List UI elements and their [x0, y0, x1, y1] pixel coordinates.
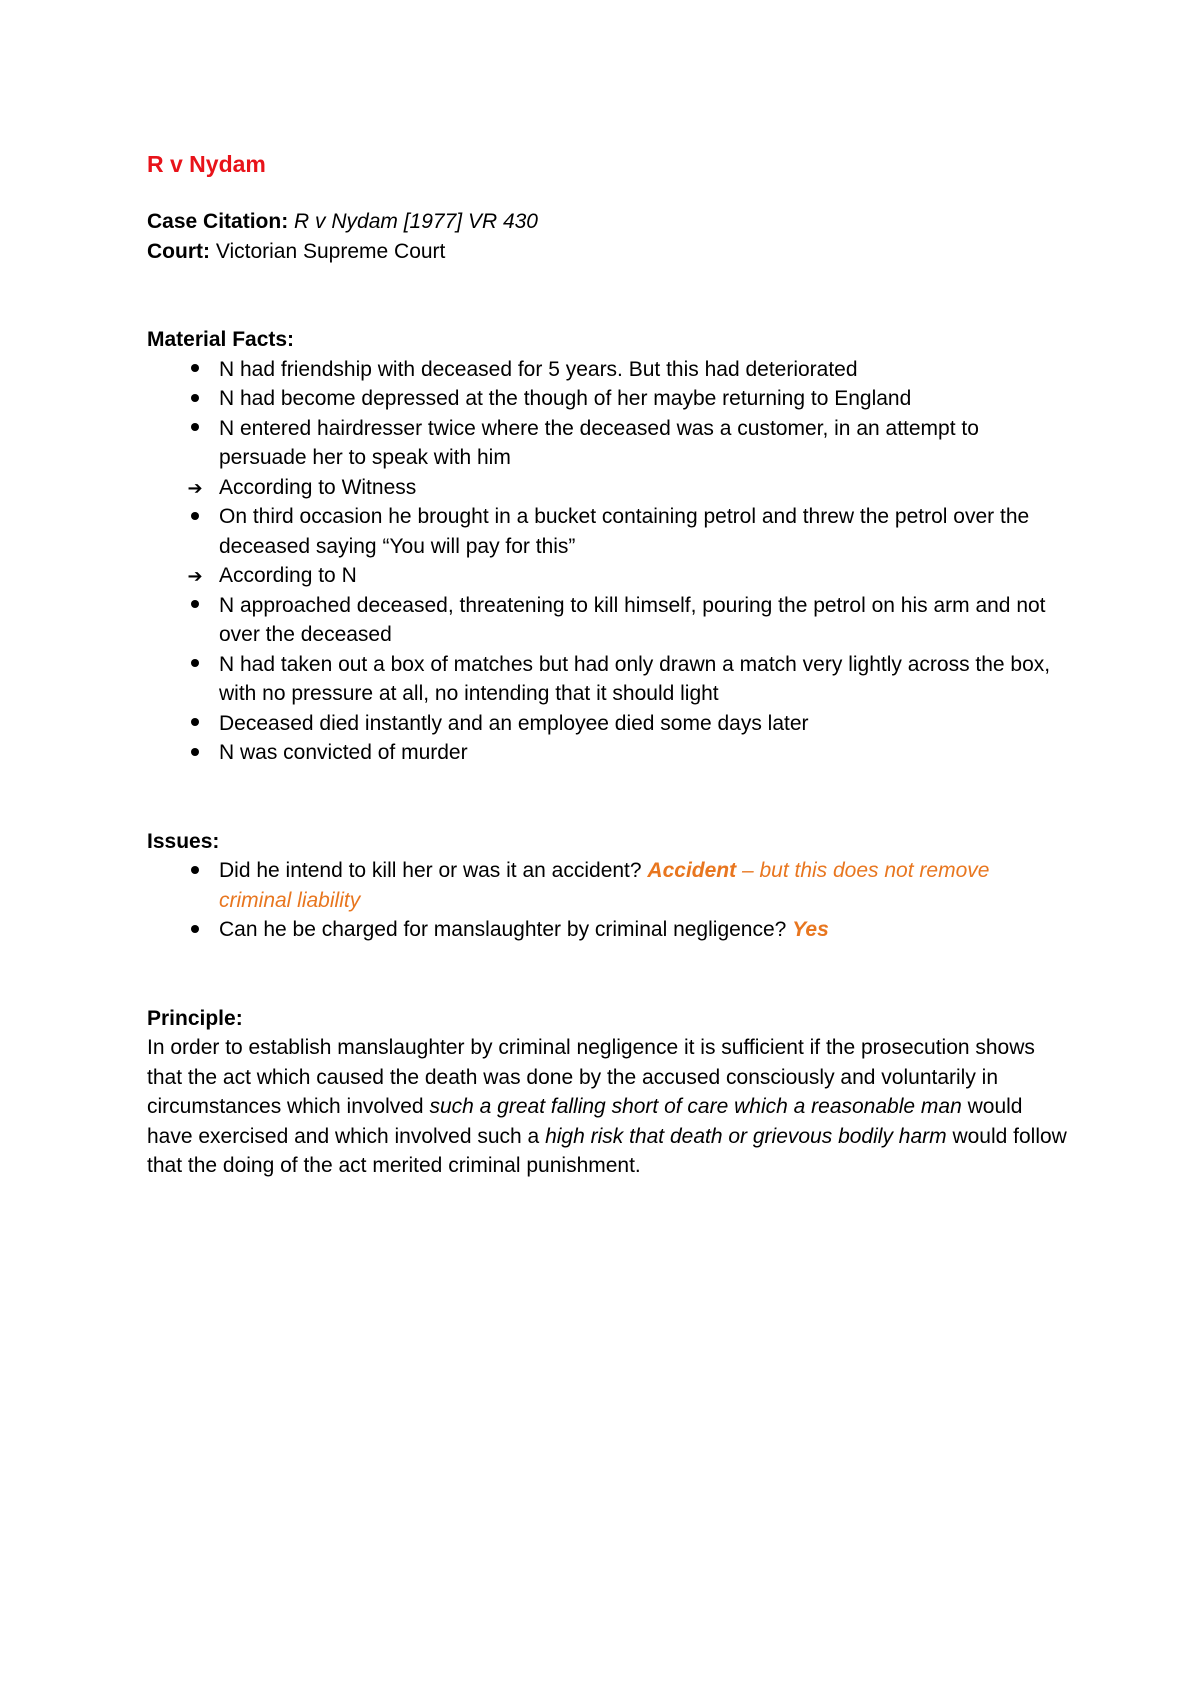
issue-answer-keyword: Accident	[647, 859, 737, 882]
fact-arrow-item	[147, 561, 1067, 591]
fact-item	[147, 355, 1067, 385]
issue-answer-keyword: Yes	[792, 918, 829, 941]
principle-text	[147, 1033, 1067, 1181]
principle-part-1: In order to establish manslaughter by criminal negligence it is sufficient if the prosecution shows that the act which caused the death was done by the accused consciously and voluntarily in circumstances which involved	[147, 1036, 1035, 1118]
fact-text: N was convicted of murder	[219, 741, 468, 764]
issue-item	[147, 856, 1067, 915]
court-value: Victorian Supreme Court	[215, 239, 446, 263]
right-arrow-icon: ➔	[187, 477, 203, 499]
fact-item	[147, 650, 1067, 709]
material-facts-heading: Material Facts:	[147, 328, 295, 351]
issue-answer-detail: – but this does not remove criminal liability	[219, 859, 990, 912]
issue-item	[147, 915, 1067, 945]
principle-emphasis-2: high risk that death or grievous bodily harm	[545, 1124, 947, 1148]
document-content	[147, 148, 1067, 1181]
fact-item	[147, 502, 1067, 561]
material-facts-section	[147, 325, 1067, 768]
bullet-dot-icon	[185, 414, 205, 444]
bullet-dot-icon	[185, 915, 205, 945]
fact-text: N entered hairdresser twice where the deceased was a customer, in an attempt to persuade her to speak with him	[219, 416, 979, 469]
material-facts-list	[147, 355, 1067, 768]
fact-text: N had friendship with deceased for 5 years. But this had deteriorated	[219, 357, 858, 381]
bullet-dot-icon	[185, 502, 205, 532]
issues-section	[147, 827, 1067, 945]
bullet-dot-icon	[185, 355, 205, 385]
citation-line	[147, 207, 1067, 237]
court-label: Court:	[147, 239, 210, 263]
issue-question: Can he be charged for manslaughter by criminal negligence?	[219, 918, 787, 941]
bullet-dot-icon	[185, 738, 205, 768]
fact-text: According to Witness	[219, 475, 417, 499]
issues-list	[147, 856, 1067, 945]
bullet-dot-icon	[185, 650, 205, 680]
principle-part-2: would have exercised and which involved such a	[147, 1095, 1023, 1148]
bullet-dot-icon	[185, 384, 205, 414]
principle-section	[147, 1004, 1067, 1181]
citation-value: R v Nydam [1977] VR 430	[294, 210, 538, 233]
right-arrow-icon: ➔	[187, 566, 203, 587]
fact-text: N had taken out a box of matches but had only drawn a match very lightly across the box, with no pressure at all, no intending that it should light	[219, 652, 1051, 705]
principle-heading: Principle:	[147, 1006, 243, 1030]
bullet-dot-icon	[185, 591, 205, 621]
fact-item	[147, 738, 1067, 768]
bullet-dot-icon	[185, 709, 205, 739]
fact-text: N had become depressed at the though of her maybe returning to England	[219, 387, 912, 410]
fact-text: According to N	[219, 564, 357, 587]
fact-text: Deceased died instantly and an employee died some days later	[219, 711, 809, 735]
case-meta	[147, 207, 1067, 266]
principle-emphasis-1: such a great falling short of care which a reasonable man	[429, 1095, 962, 1118]
case-title: R v Nydam	[147, 151, 266, 177]
fact-text: N approached deceased, threatening to kill himself, pouring the petrol on his arm and not over the deceased	[219, 593, 1046, 646]
fact-text: On third occasion he brought in a bucket containing petrol and threw the petrol over the deceased saying “You will pay for this”	[219, 505, 1030, 558]
fact-item	[147, 384, 1067, 414]
principle-part-3: would follow that the doing of the act merited criminal punishment.	[147, 1124, 1067, 1177]
issues-heading: Issues:	[147, 829, 220, 853]
fact-item	[147, 414, 1067, 473]
fact-arrow-item	[147, 473, 1067, 503]
fact-item	[147, 591, 1067, 650]
citation-label: Case Citation:	[147, 210, 289, 233]
issue-question: Did he intend to kill her or was it an accident?	[219, 859, 642, 882]
court-line	[147, 237, 1067, 267]
bullet-dot-icon	[185, 856, 205, 886]
fact-item	[147, 709, 1067, 739]
